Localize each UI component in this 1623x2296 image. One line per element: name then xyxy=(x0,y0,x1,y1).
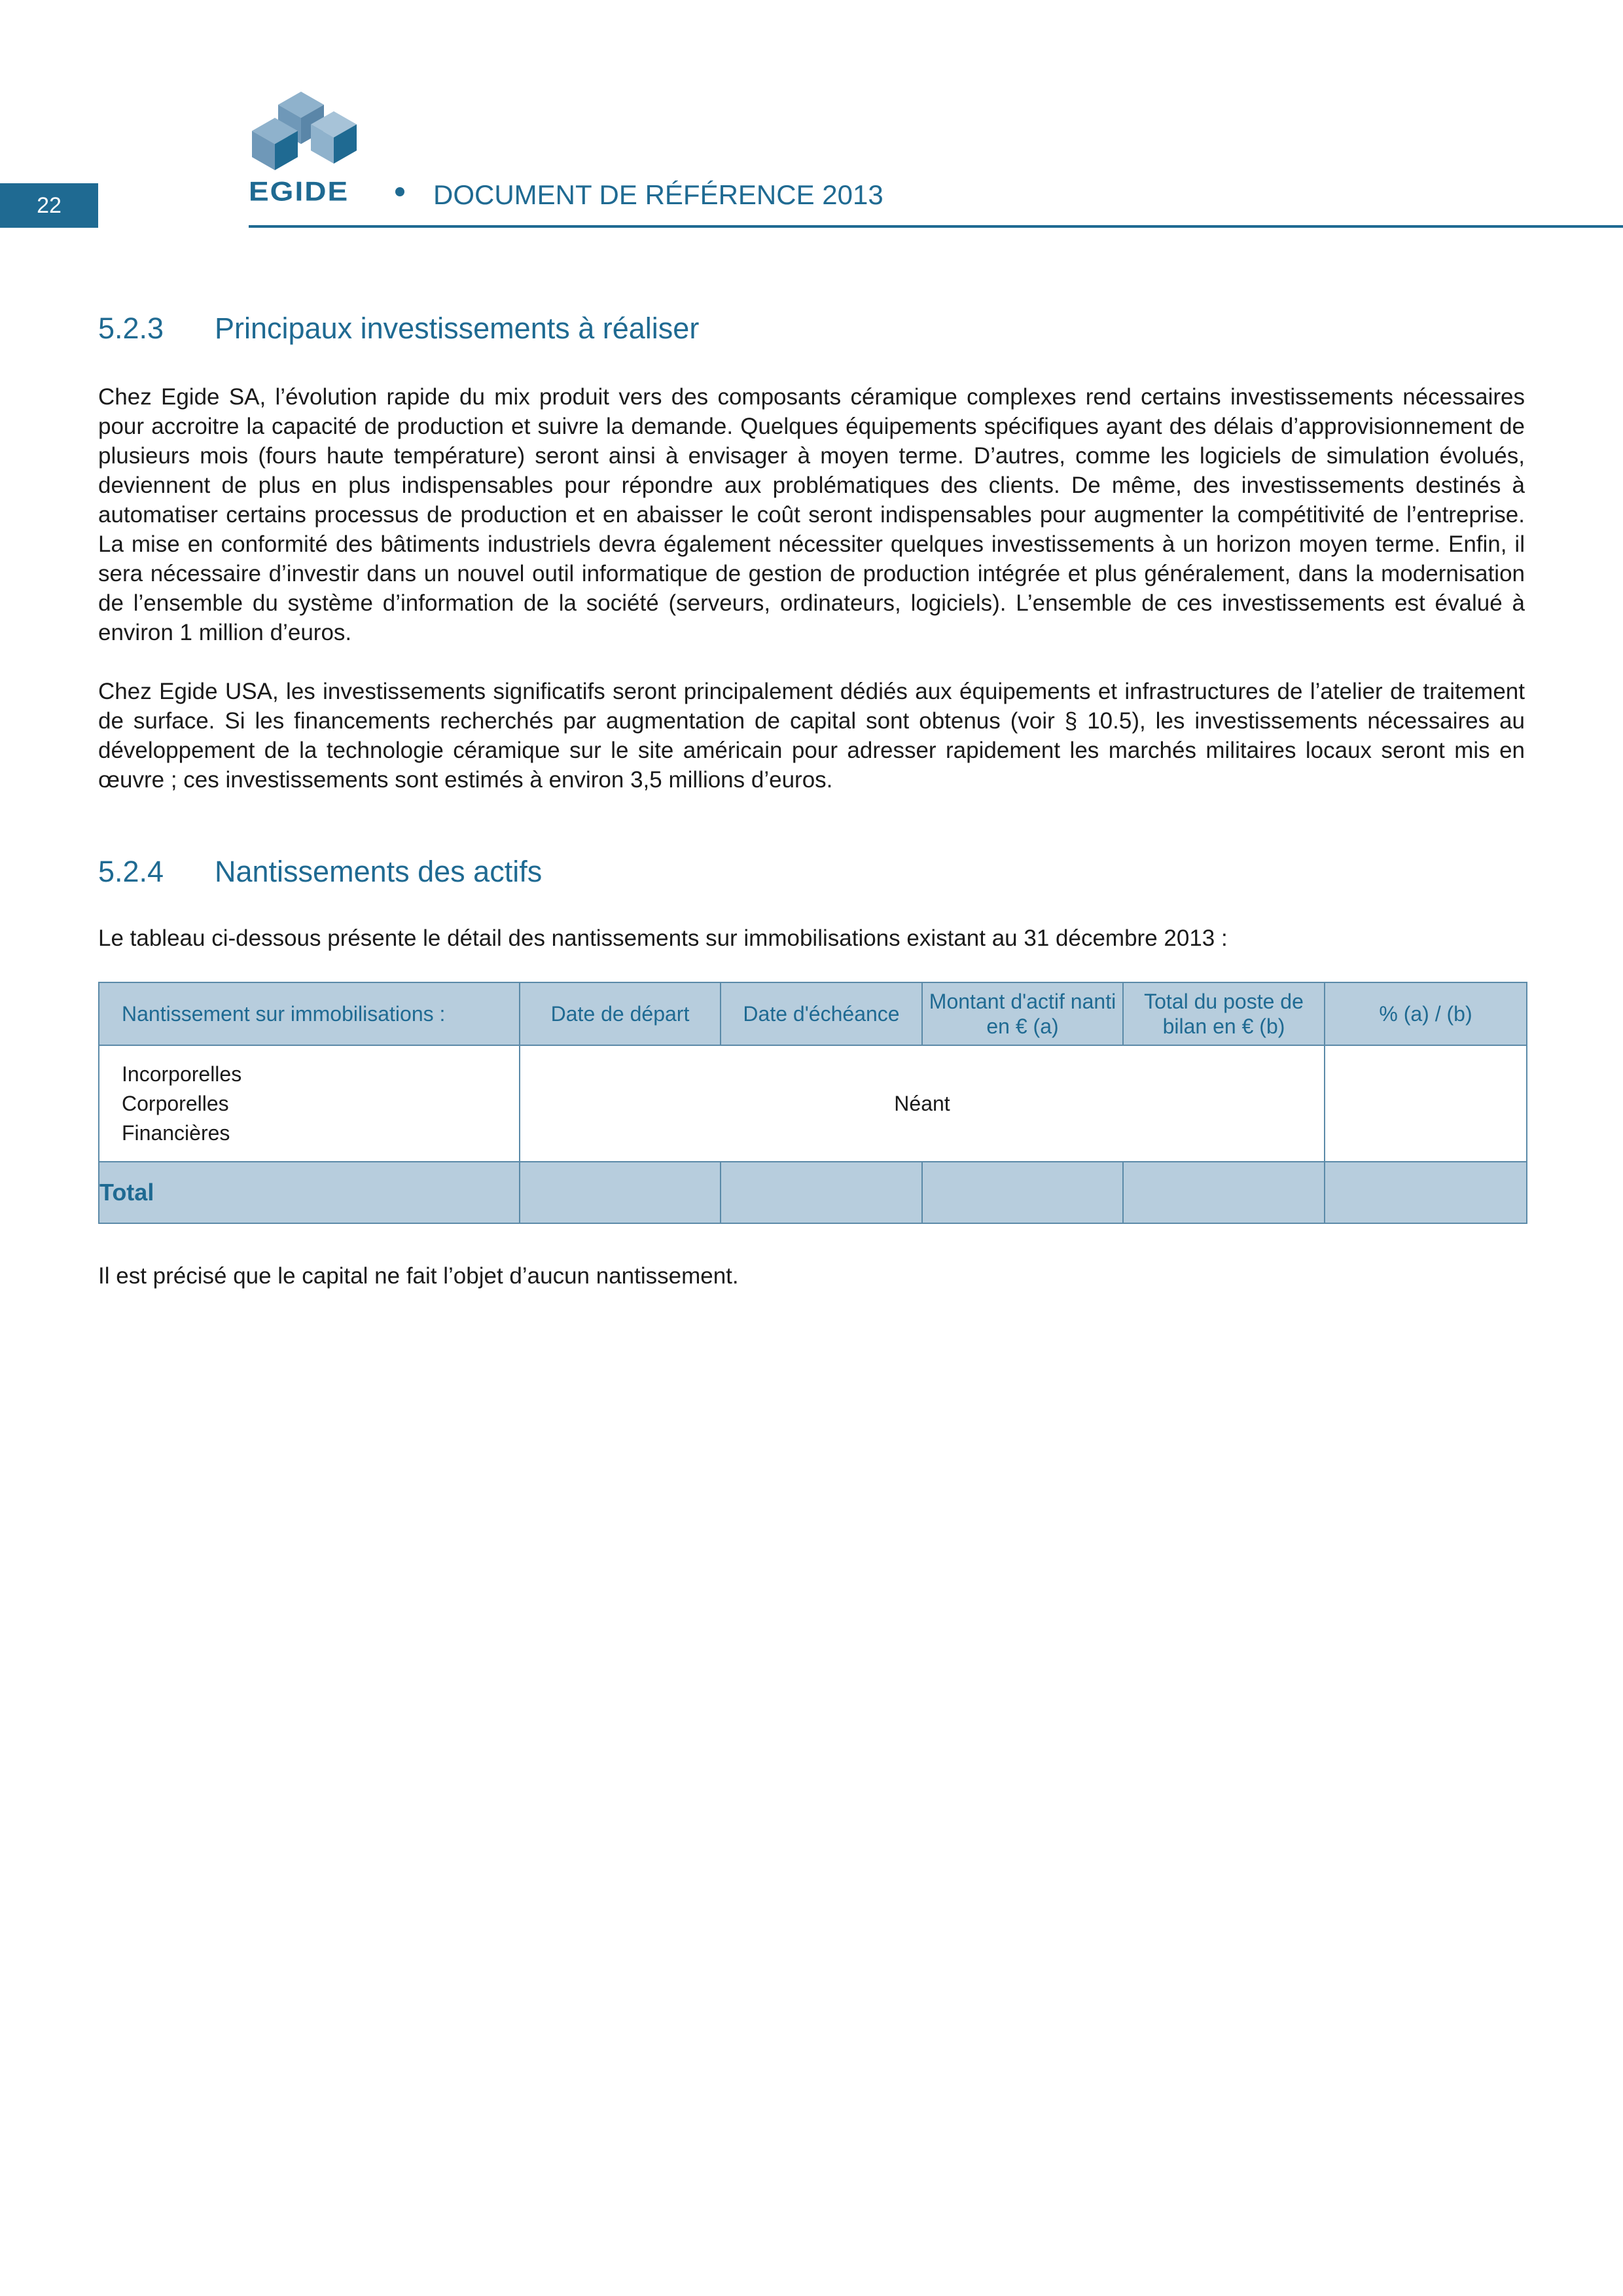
section-title: Nantissements des actifs xyxy=(215,855,543,888)
header-bullet xyxy=(395,187,404,196)
page-number: 22 xyxy=(0,183,98,228)
category-cell xyxy=(99,1045,520,1162)
paragraph-egide-sa: Chez Egide SA, l’évolution rapide du mix produit vers des composants céramique complexes rend certains investissements nécessaires pour accroitre la capacité de production et suivre la demande. Quelques équipements spécifiques ayant des délais d’approvisionnement de plusieurs mois (fours haute température) seront ainsi à envisager à moyen terme. D’autres, comme les logiciels de simulation évolués, deviennent de plus en plus indispensables pour répondre aux problématiques des clients. De même, des investissements destinés à automatiser certains processus de production et en abaisser le coût seront indispensables pour augmenter la compétitivité de l’entreprise. La mise en conformité des bâtiments industriels devra également nécessiter quelques investissements à un horizon moyen terme. Enfin, il sera nécessaire d’investir dans un nouvel outil informatique de gestion de production intégrée et plus généralement, dans la modernisation de l’ensemble du système d’information de la société (serveurs, ordinateurs, logiciels). L’ensemble de ces investissements est évalué à environ 1 million d’euros. xyxy=(98,384,1525,645)
logo-wordmark: EGIDE xyxy=(249,175,349,207)
column-header: Date de départ xyxy=(520,982,721,1045)
table-header-row xyxy=(99,982,1527,1045)
empty-cell xyxy=(1325,1162,1527,1223)
section-number: 5.2.3 xyxy=(98,312,164,345)
header-divider xyxy=(249,225,1623,228)
section-title: Principaux investissements à réaliser xyxy=(215,312,700,345)
empty-cell xyxy=(721,1162,922,1223)
empty-cell xyxy=(520,1162,721,1223)
neant-cell: Néant xyxy=(520,1045,1325,1162)
category-item: Financières xyxy=(122,1121,230,1145)
category-item: Incorporelles xyxy=(122,1062,242,1086)
table-intro: Le tableau ci-dessous présente le détail des nantissements sur immobilisations existant au 31 décembre 2013 : xyxy=(98,925,1228,951)
paragraph-egide-usa: Chez Egide USA, les investissements significatifs seront principalement dédiés aux équipements et infrastructures de l’atelier de traitement de surface. Si les financements recherchés par augmentation de capital sont obtenus (voir § 10.5), les investissements nécessaires au développement de la technologie céramique sur le site américain pour adresser rapidement les marchés militaires locaux seront mis en œuvre ; ces investissements sont estimés à environ 3,5 millions d’euros. xyxy=(98,679,1525,793)
capital-note: Il est précisé que le capital ne fait l’objet d’aucun nantissement. xyxy=(98,1263,739,1289)
pledges-table xyxy=(98,982,1527,1224)
total-label: Total xyxy=(99,1162,520,1223)
section-heading-523 xyxy=(98,312,699,346)
category-item: Corporelles xyxy=(122,1091,229,1115)
column-header: Total du poste de bilan en € (b) xyxy=(1123,982,1325,1045)
empty-cell xyxy=(1325,1045,1527,1162)
empty-cell xyxy=(1123,1162,1325,1223)
document-title: DOCUMENT DE RÉFÉRENCE 2013 xyxy=(433,179,883,210)
section-heading-524 xyxy=(98,855,542,889)
column-header: Nantissement sur immobilisations : xyxy=(99,982,520,1045)
table-row xyxy=(99,1045,1527,1162)
column-header: % (a) / (b) xyxy=(1325,982,1527,1045)
table-total-row xyxy=(99,1162,1527,1223)
empty-cell xyxy=(922,1162,1123,1223)
column-header: Date d'échéance xyxy=(721,982,922,1045)
section-number: 5.2.4 xyxy=(98,855,164,888)
column-header: Montant d'actif nanti en € (a) xyxy=(922,982,1123,1045)
